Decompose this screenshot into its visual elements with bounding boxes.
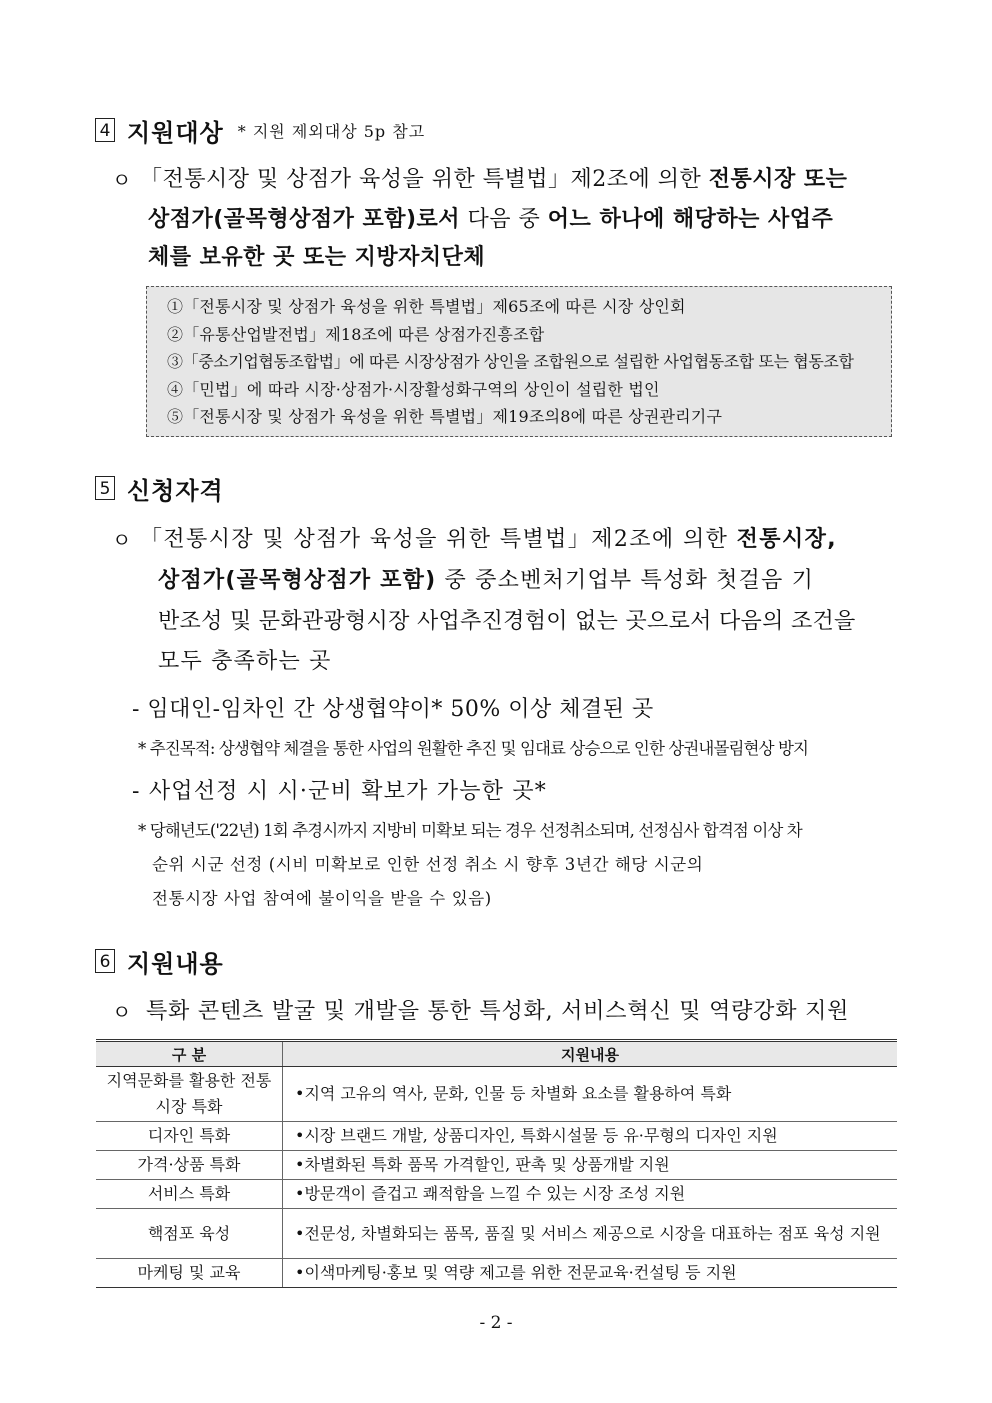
table-header-row	[96, 1041, 897, 1067]
table-cell-category: 마케팅 및 교육	[96, 1259, 283, 1288]
condition-2: - 사업선정 시 시·군비 확보가 가능한 곳*	[132, 779, 547, 804]
section-number-box: 5	[95, 476, 115, 500]
condition-2-note-line3: 전통시장 사업 참여에 불이익을 받을 수 있음)	[152, 889, 492, 908]
box-item: ④「민법」에 따라 시장·상점가·시장활성화구역의 상인이 설립한 법인	[167, 379, 660, 399]
eligible-entities-box	[146, 286, 892, 437]
table-row	[96, 1067, 897, 1122]
table-cell-content: •방문객이 즐겁고 쾌적함을 느낄 수 있는 시장 조성 지원	[283, 1180, 898, 1209]
sec4-bullet: ㅇ	[112, 168, 132, 192]
section-number-box: 6	[95, 949, 115, 973]
sec5-paragraph-line3: 반조성 및 문화관광형시장 사업추진경험이 없는 곳으로서 다음의 조건을	[158, 609, 856, 634]
table-cell-content: •지역 고유의 역사, 문화, 인물 등 차별화 요소를 활용하여 특화	[283, 1067, 898, 1122]
support-content-table	[96, 1039, 897, 1288]
table-row	[96, 1180, 897, 1209]
sec5-paragraph-line4: 모두 충족하는 곳	[158, 649, 332, 674]
section-6-heading	[95, 946, 224, 976]
section-title: 신청자격	[127, 476, 224, 505]
sec6-bullet: ㅇ	[112, 1000, 132, 1024]
section-5-heading	[95, 473, 224, 503]
box-item: ③「중소기업협동조합법」에 따른 시장상점가 상인을 조합원으로 설립한 사업협동조합 또는 협동조합	[167, 352, 854, 371]
section-title: 지원대상	[127, 118, 224, 147]
table-row	[96, 1259, 897, 1288]
table-cell-content: •이색마케팅·홍보 및 역량 제고를 위한 전문교육·컨설팅 등 지원	[283, 1259, 898, 1288]
condition-1: - 임대인-임차인 간 상생협약이* 50% 이상 체결된 곳	[132, 697, 654, 722]
section-title: 지원내용	[127, 949, 224, 978]
sec4-paragraph-line1: 「전통시장 및 상점가 육성을 위한 특별법」제2조에 의한 전통시장 또는	[140, 167, 848, 192]
table-cell-category: 디자인 특화	[96, 1122, 283, 1151]
table-cell-category: 지역문화를 활용한 전통시장 특화	[96, 1067, 283, 1122]
table-cell-category: 가격·상품 특화	[96, 1151, 283, 1180]
sec5-paragraph-line1: 「전통시장 및 상점가 육성을 위한 특별법」제2조에 의한 전통시장,	[140, 527, 838, 552]
box-item: ①「전통시장 및 상점가 육성을 위한 특별법」제65조에 따른 시장 상인회	[167, 297, 686, 316]
sec6-intro: 특화 콘텐츠 발굴 및 개발을 통한 특성화, 서비스혁신 및 역량강화 지원	[146, 999, 850, 1024]
page-number: - 2 -	[479, 1313, 513, 1333]
box-item: ⑤「전통시장 및 상점가 육성을 위한 특별법」제19조의8에 따른 상권관리기구	[167, 407, 723, 426]
table-header-content: 지원내용	[283, 1041, 898, 1067]
sec4-paragraph-line3: 체를 보유한 곳 또는 지방자치단체	[148, 245, 486, 270]
table-row	[96, 1209, 897, 1259]
table-cell-content: •시장 브랜드 개발, 상품디자인, 특화시설물 등 유·무형의 디자인 지원	[283, 1122, 898, 1151]
condition-1-note: * 추진목적: 상생협약 체결을 통한 사업의 원활한 추진 및 임대료 상승으로 인한 상권내몰림현상 방지	[138, 739, 809, 758]
sec4-paragraph-line2: 상점가(골목형상점가 포함)로서 다음 중 어느 하나에 해당하는 사업주	[148, 207, 834, 232]
table-cell-content: •차별화된 특화 품목 가격할인, 판촉 및 상품개발 지원	[283, 1151, 898, 1180]
table-row	[96, 1122, 897, 1151]
table-row	[96, 1151, 897, 1180]
condition-2-note-line2: 순위 시군 선정 (시비 미확보로 인한 선정 취소 시 향후 3년간 해당 시군의	[152, 855, 704, 874]
table-cell-category: 서비스 특화	[96, 1180, 283, 1209]
condition-2-note-line1: * 당해년도('22년) 1회 추경시까지 지방비 미확보 되는 경우 선정취소되며, 선정심사 합격점 이상 차	[138, 821, 802, 840]
section-note: * 지원 제외대상 5p 참고	[237, 121, 426, 141]
box-item: ②「유통산업발전법」제18조에 따른 상점가진흥조합	[167, 324, 545, 344]
sec5-bullet: ㅇ	[112, 528, 132, 552]
table-cell-content: •전문성, 차별화되는 품목, 품질 및 서비스 제공으로 시장을 대표하는 점포 육성 지원	[283, 1209, 898, 1259]
table-cell-category: 핵점포 육성	[96, 1209, 283, 1259]
table-header-category: 구 분	[96, 1041, 283, 1067]
section-4-heading	[95, 115, 425, 145]
section-number-box: 4	[95, 118, 115, 142]
sec5-paragraph-line2: 상점가(골목형상점가 포함) 중 중소벤처기업부 특성화 첫걸음 기	[158, 568, 815, 593]
